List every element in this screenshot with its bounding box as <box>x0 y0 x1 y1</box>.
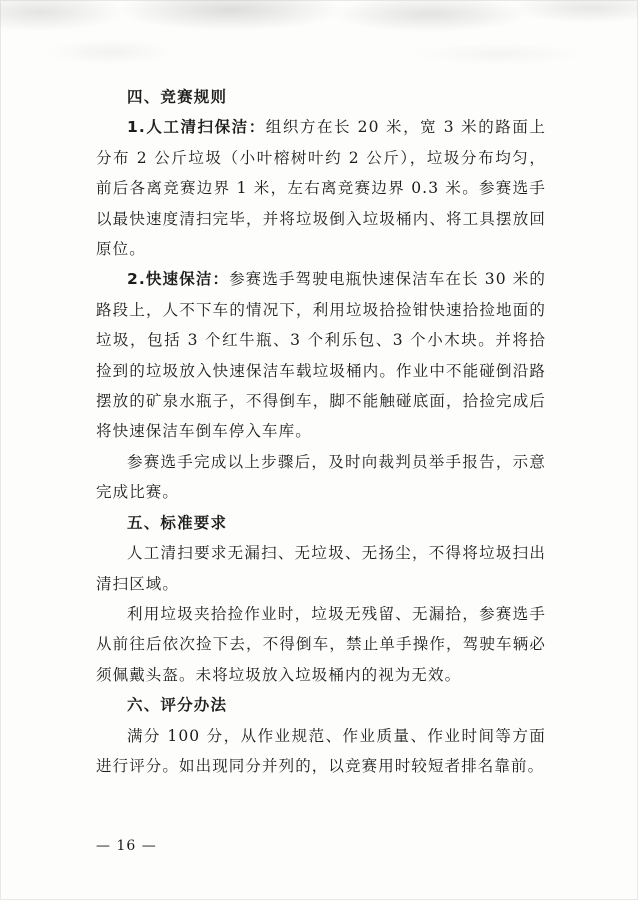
section-heading-standards: 五、标准要求 <box>127 513 228 532</box>
page-number: — 16 — <box>96 838 157 854</box>
document-body <box>96 82 546 781</box>
bleed-through-artifact <box>0 0 638 70</box>
rule-item-text: 参赛选手驾驶电瓶快速保洁车在长 30 米的路段上，人不下车的情况下，利用垃圾拾捡钳快速拾捡地面的垃圾，包括 3 个红牛瓶、3 个利乐包、3 个小木块。并将拾捡到的垃圾放入快速保洁车载垃圾桶内。作业中不能碰倒沿路摆放的矿泉水瓶子，不得倒车，脚不能触碰底面，拾捡完成后将快速保洁车倒车停入车库。 <box>96 270 546 441</box>
standards-paragraph-manual: 人工清扫要求无漏扫、无垃圾、无扬尘，不得将垃圾扫出清扫区域。 <box>96 544 546 593</box>
rule-item-text: 组织方在长 20 米，宽 3 米的路面上分布 2 公斤垃圾（小叶榕树叶约 2 公斤），垃圾分布均匀，前后各离竞赛边界 1 米，左右离竞赛边界 0.3 米。参赛选手以最快速度清扫完毕，并将垃圾倒入垃圾桶内、将工具摆放回原位。 <box>96 118 547 259</box>
rule-item-manual-cleaning <box>96 112 546 264</box>
rule-item-lead: 1.人工清扫保洁： <box>127 118 266 137</box>
standards-paragraph-pickup: 利用垃圾夹拾捡作业时，垃圾无残留、无漏拾，参赛选手从前往后依次捡下去，不得倒车，禁止单手操作，驾驶车辆必须佩戴头盔。未将垃圾放入垃圾桶内的视为无效。 <box>96 604 546 684</box>
section-heading-rules: 四、竞赛规则 <box>127 88 228 106</box>
section-heading-scoring: 六、评分办法 <box>127 696 228 715</box>
rule-item-lead: 2.快速保洁： <box>127 270 230 289</box>
scoring-paragraph: 满分 100 分，从作业规范、作业质量、作业时间等方面进行评分。如出现同分并列的，以竞赛用时较短者排名靠前。 <box>96 726 546 775</box>
rule-closing-paragraph: 参赛选手完成以上步骤后，及时向裁判员举手报告，示意完成比赛。 <box>96 452 546 502</box>
rule-item-fast-cleaning <box>96 264 546 446</box>
